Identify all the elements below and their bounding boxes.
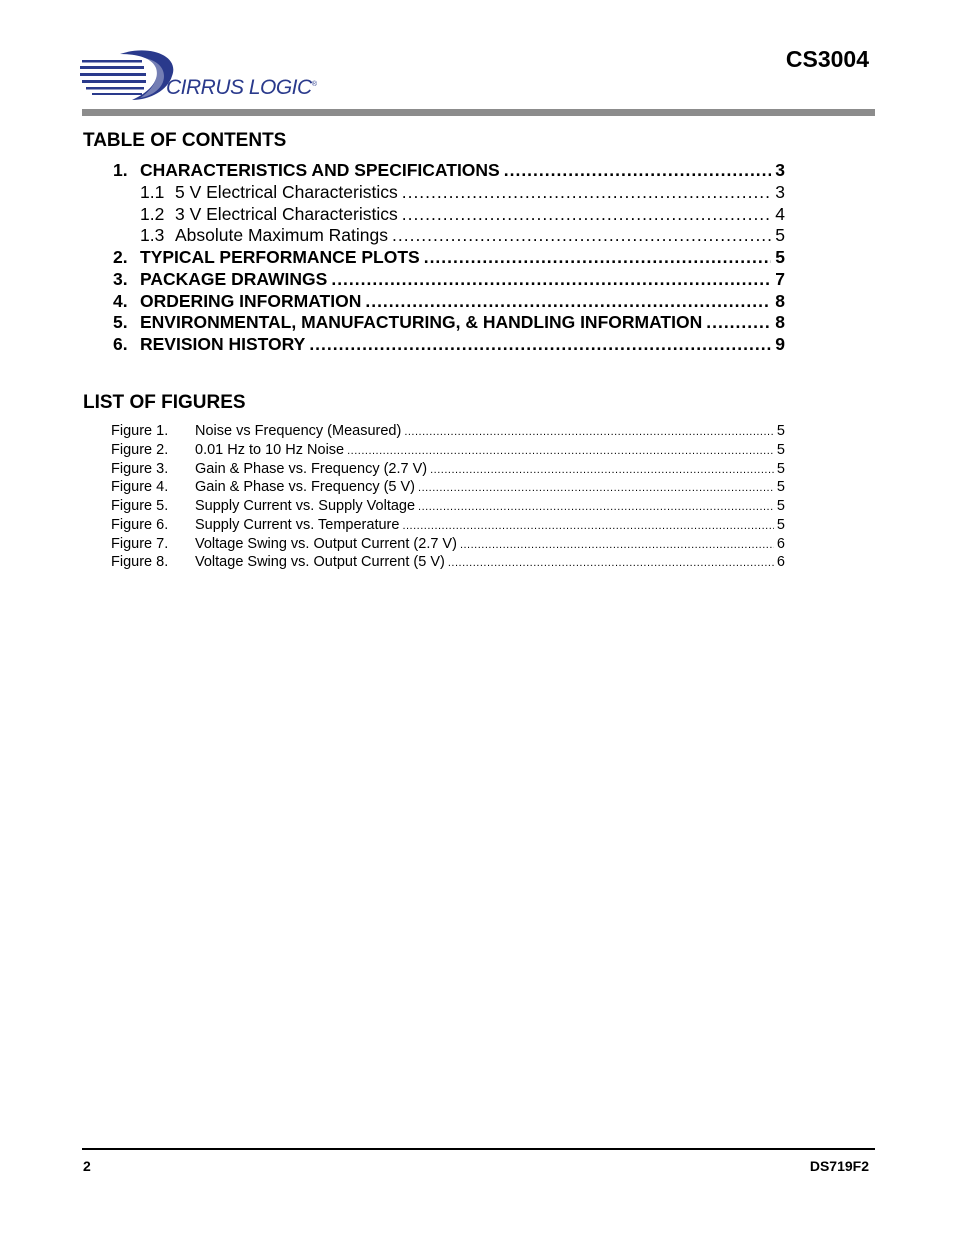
- figure-label: Figure 2.: [111, 441, 169, 458]
- toc-entry-page: 8: [775, 312, 785, 333]
- toc-entry[interactable]: [113, 312, 785, 334]
- toc-entry-number: 5.: [113, 312, 128, 333]
- toc-leader-dots: [424, 247, 772, 268]
- figure-label: Figure 1.: [111, 423, 169, 439]
- toc-entry-number: 2.: [113, 247, 128, 267]
- toc-entry-number: 3.: [113, 268, 128, 289]
- header-rule: [82, 109, 875, 116]
- lof-entry[interactable]: [111, 461, 785, 480]
- toc-entry-page: 4: [775, 203, 785, 224]
- logo-wordmark: CIRRUS LOGIC: [166, 76, 312, 99]
- toc-entry-page: 7: [775, 268, 785, 289]
- lof-leader-dots: [404, 426, 774, 438]
- lof-leader-dots: [402, 520, 773, 532]
- lof-entry[interactable]: [111, 536, 785, 555]
- figure-title: 0.01 Hz to 10 Hz Noise: [195, 441, 345, 458]
- toc-entry-number: 1.3: [140, 225, 165, 246]
- lof-leader-dots: [347, 445, 774, 457]
- lof-entry[interactable]: [111, 423, 785, 442]
- table-of-contents: [113, 160, 785, 356]
- figure-label: Figure 6.: [111, 516, 169, 533]
- footer-page-number: 2: [83, 1158, 91, 1174]
- toc-leader-dots: [706, 312, 771, 333]
- cirrus-logic-logo: [80, 46, 330, 104]
- lof-leader-dots: [448, 557, 774, 569]
- logo-swoosh-icon: [80, 46, 180, 104]
- toc-entry-title: Absolute Maximum Ratings: [175, 225, 388, 246]
- toc-leader-dots: [365, 291, 771, 312]
- figure-title: Voltage Swing vs. Output Current (5 V): [195, 554, 445, 571]
- figure-title: Voltage Swing vs. Output Current (2.7 V): [195, 535, 457, 552]
- lof-leader-dots: [418, 482, 774, 494]
- figure-page: 5: [776, 516, 785, 533]
- lof-entry[interactable]: [111, 554, 785, 573]
- figure-title: Gain & Phase vs. Frequency (2.7 V): [195, 460, 428, 477]
- figure-page: 6: [776, 554, 785, 571]
- toc-entry[interactable]: [113, 225, 785, 247]
- toc-heading: TABLE OF CONTENTS: [83, 130, 287, 151]
- figure-title: Noise vs Frequency (Measured): [195, 423, 402, 439]
- toc-entry-title: CHARACTERISTICS AND SPECIFICATIONS: [140, 160, 500, 180]
- lof-heading: LIST OF FIGURES: [83, 392, 246, 413]
- toc-entry-title: REVISION HISTORY: [140, 334, 306, 354]
- toc-entry[interactable]: [113, 334, 785, 356]
- toc-entry-page: 8: [775, 290, 785, 311]
- figure-label: Figure 3.: [111, 460, 169, 477]
- toc-entry-title: PACKAGE DRAWINGS: [140, 268, 328, 289]
- toc-entry-number: 4.: [113, 290, 128, 311]
- lof-leader-dots: [460, 539, 774, 551]
- registered-mark: ®: [311, 81, 317, 88]
- toc-entry[interactable]: [113, 160, 785, 182]
- toc-entry[interactable]: [113, 182, 785, 204]
- figure-page: 5: [776, 460, 785, 477]
- figure-label: Figure 7.: [111, 535, 169, 552]
- list-of-figures: [111, 423, 785, 573]
- toc-entry-title: ORDERING INFORMATION: [140, 290, 362, 311]
- lof-entry[interactable]: [111, 517, 785, 536]
- figure-title: Gain & Phase vs. Frequency (5 V): [195, 479, 416, 496]
- toc-entry-page: 9: [775, 334, 785, 354]
- figure-page: 5: [776, 441, 785, 458]
- toc-leader-dots: [331, 269, 771, 290]
- figure-page: 6: [776, 535, 785, 552]
- lof-leader-dots: [430, 464, 774, 476]
- footer-doc-id: DS719F2: [809, 1158, 869, 1174]
- figure-page: 5: [776, 479, 785, 496]
- figure-page: 5: [776, 498, 785, 514]
- toc-entry-title: 3 V Electrical Characteristics: [175, 203, 398, 224]
- toc-leader-dots: [392, 225, 771, 246]
- toc-entry-number: 1.2: [140, 203, 165, 224]
- toc-entry-page: 5: [775, 225, 785, 246]
- toc-entry[interactable]: [113, 247, 785, 269]
- toc-entry-page: 3: [775, 181, 785, 202]
- toc-entry-title: ENVIRONMENTAL, MANUFACTURING, & HANDLING INFORMATION: [140, 312, 703, 333]
- document-title: CS3004: [785, 46, 869, 72]
- figure-label: Figure 4.: [111, 479, 169, 496]
- figure-label: Figure 8.: [111, 554, 169, 571]
- toc-leader-dots: [402, 182, 772, 203]
- footer-rule: [82, 1148, 875, 1150]
- figure-page: 5: [776, 423, 785, 439]
- toc-entry-number: 1.1: [140, 181, 165, 202]
- lof-entry[interactable]: [111, 479, 785, 498]
- toc-entry-title: 5 V Electrical Characteristics: [175, 181, 398, 202]
- toc-leader-dots: [402, 204, 772, 225]
- toc-entry-number: 1.: [113, 160, 128, 180]
- toc-leader-dots: [504, 160, 772, 181]
- toc-entry[interactable]: [113, 204, 785, 226]
- figure-title: Supply Current vs. Supply Voltage: [195, 498, 416, 514]
- toc-entry[interactable]: [113, 291, 785, 313]
- toc-entry-page: 5: [775, 247, 785, 267]
- figure-label: Figure 5.: [111, 498, 169, 514]
- toc-entry-number: 6.: [113, 334, 128, 354]
- lof-entry[interactable]: [111, 442, 785, 461]
- figure-title: Supply Current vs. Temperature: [195, 516, 400, 533]
- toc-entry[interactable]: [113, 269, 785, 291]
- lof-leader-dots: [418, 501, 774, 513]
- toc-entry-title: TYPICAL PERFORMANCE PLOTS: [140, 247, 420, 267]
- toc-leader-dots: [309, 334, 771, 355]
- lof-entry[interactable]: [111, 498, 785, 517]
- toc-entry-page: 3: [775, 160, 785, 180]
